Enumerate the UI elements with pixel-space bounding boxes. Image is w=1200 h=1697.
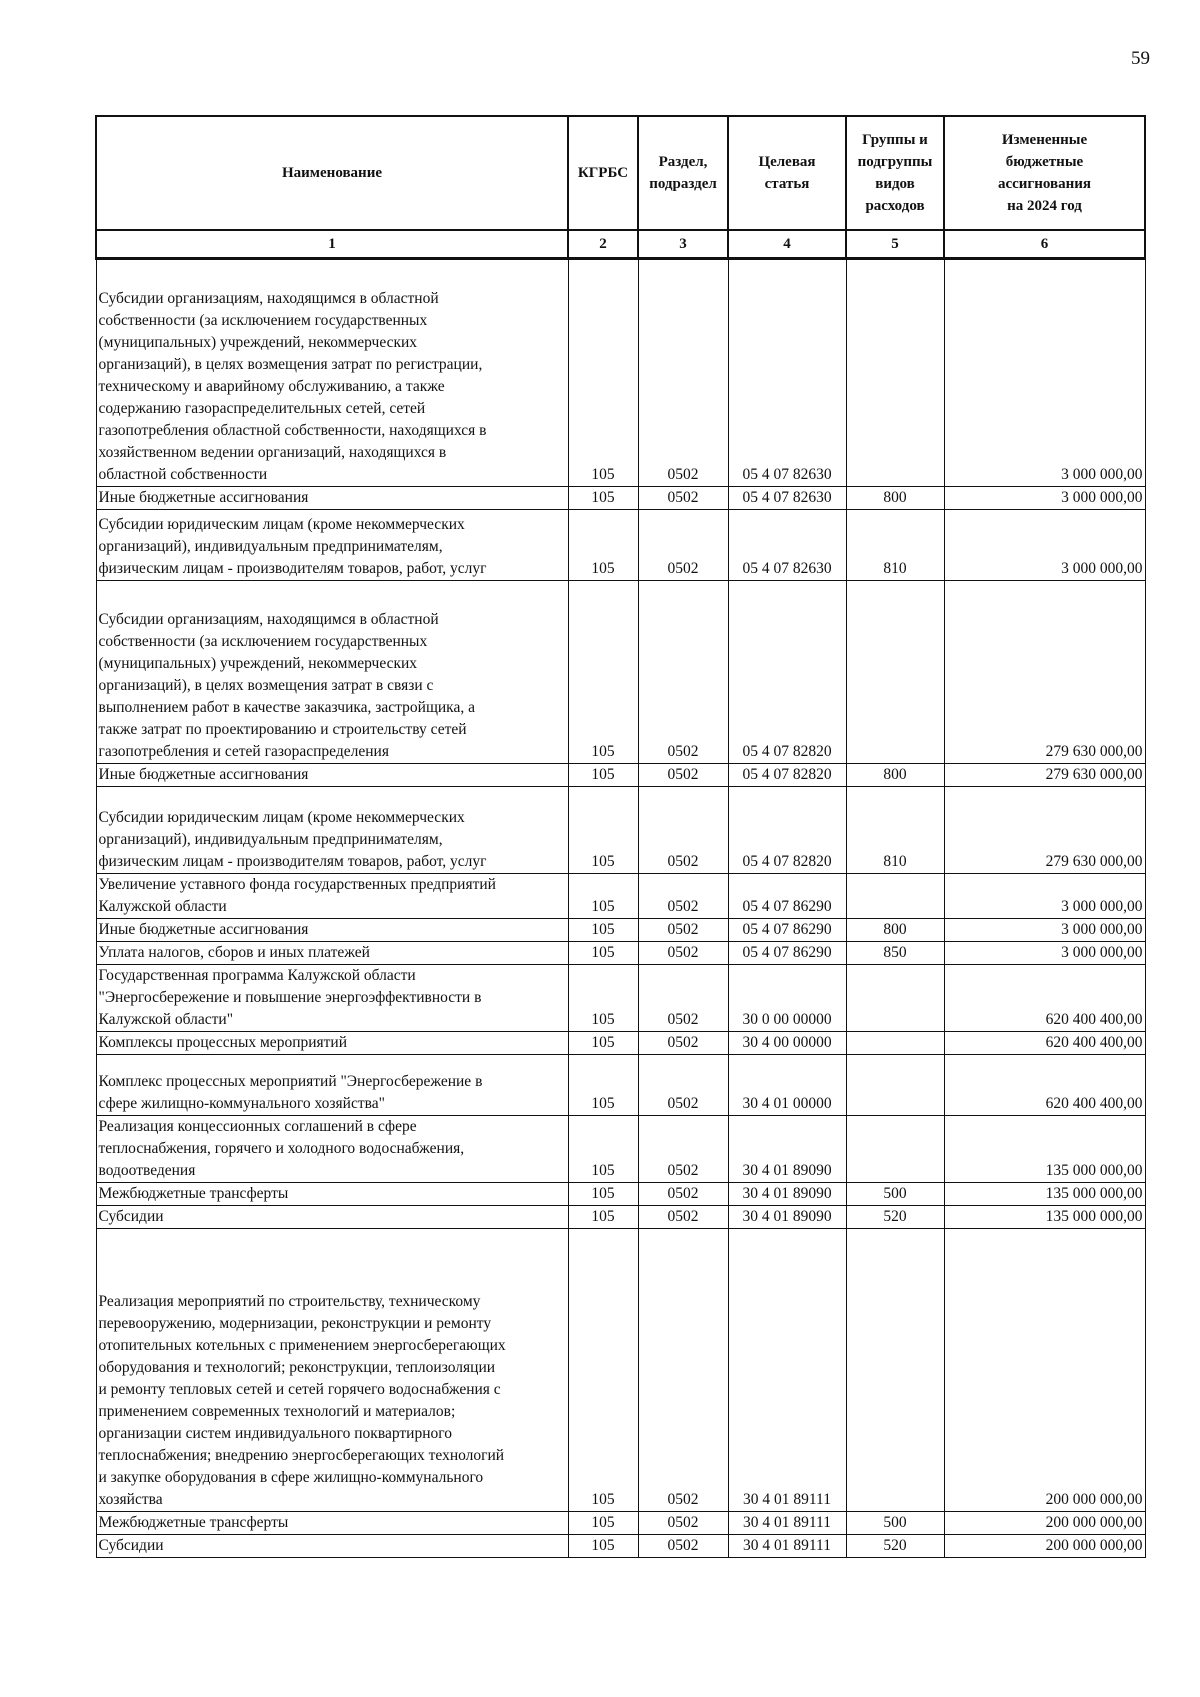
cell-sum: 200 000 000,00 — [944, 1535, 1145, 1558]
table-row — [96, 1055, 1145, 1116]
cell-sum: 279 630 000,00 — [944, 787, 1145, 874]
cell-name: Уплата налогов, сборов и иных платежей — [96, 942, 568, 965]
table-row — [96, 1535, 1145, 1558]
cell-vid-rashodov: 800 — [846, 919, 944, 942]
cell-sum: 279 630 000,00 — [944, 581, 1145, 764]
table-row — [96, 1032, 1145, 1055]
page-number: 59 — [1131, 48, 1150, 69]
cell-name: Субсидии — [96, 1535, 568, 1558]
cell-sum: 135 000 000,00 — [944, 1183, 1145, 1206]
cell-kgrbs: 105 — [568, 1116, 638, 1183]
cell-razdel: 0502 — [638, 1032, 728, 1055]
cell-celevaya-statya: 30 4 00 00000 — [728, 1032, 846, 1055]
cell-vid-rashodov — [846, 874, 944, 919]
cell-sum: 620 400 400,00 — [944, 965, 1145, 1032]
cell-name: Иные бюджетные ассигнования — [96, 487, 568, 510]
cell-celevaya-statya: 05 4 07 82630 — [728, 259, 846, 487]
cell-vid-rashodov — [846, 581, 944, 764]
cell-vid-rashodov — [846, 259, 944, 487]
cell-razdel: 0502 — [638, 1055, 728, 1116]
cell-sum: 3 000 000,00 — [944, 942, 1145, 965]
cell-kgrbs: 105 — [568, 1183, 638, 1206]
table-row — [96, 787, 1145, 874]
cell-celevaya-statya: 30 0 00 00000 — [728, 965, 846, 1032]
cell-celevaya-statya: 30 4 01 89090 — [728, 1183, 846, 1206]
table-row — [96, 1512, 1145, 1535]
cell-kgrbs: 105 — [568, 942, 638, 965]
cell-sum: 3 000 000,00 — [944, 919, 1145, 942]
cell-razdel: 0502 — [638, 919, 728, 942]
cell-razdel: 0502 — [638, 1535, 728, 1558]
cell-kgrbs: 105 — [568, 787, 638, 874]
table-row — [96, 764, 1145, 787]
cell-celevaya-statya: 30 4 01 89111 — [728, 1512, 846, 1535]
cell-razdel: 0502 — [638, 1183, 728, 1206]
cell-razdel: 0502 — [638, 510, 728, 581]
cell-celevaya-statya: 30 4 01 89111 — [728, 1535, 846, 1558]
cell-razdel: 0502 — [638, 787, 728, 874]
cell-sum: 200 000 000,00 — [944, 1229, 1145, 1512]
cell-celevaya-statya: 30 4 01 00000 — [728, 1055, 846, 1116]
cell-celevaya-statya: 30 4 01 89090 — [728, 1206, 846, 1229]
table-row — [96, 581, 1145, 764]
table-row — [96, 965, 1145, 1032]
cell-kgrbs: 105 — [568, 259, 638, 487]
cell-vid-rashodov: 800 — [846, 487, 944, 510]
cell-kgrbs: 105 — [568, 1512, 638, 1535]
table-body — [96, 259, 1145, 1558]
table-row — [96, 510, 1145, 581]
cell-name: Межбюджетные трансферты — [96, 1512, 568, 1535]
cell-razdel: 0502 — [638, 259, 728, 487]
column-number: 5 — [846, 230, 944, 259]
cell-vid-rashodov: 520 — [846, 1535, 944, 1558]
cell-vid-rashodov — [846, 1229, 944, 1512]
cell-vid-rashodov — [846, 1032, 944, 1055]
cell-razdel: 0502 — [638, 764, 728, 787]
budget-table — [95, 115, 1146, 1558]
cell-razdel: 0502 — [638, 487, 728, 510]
cell-razdel: 0502 — [638, 965, 728, 1032]
cell-razdel: 0502 — [638, 581, 728, 764]
cell-name: Иные бюджетные ассигнования — [96, 764, 568, 787]
cell-name: Реализация концессионных соглашений в сфере теплоснабжения, горячего и холодного водоснабжения, водоотведения — [96, 1116, 568, 1183]
cell-celevaya-statya: 30 4 01 89111 — [728, 1229, 846, 1512]
cell-celevaya-statya: 05 4 07 82820 — [728, 581, 846, 764]
cell-name: Комплекс процессных мероприятий "Энергосбережение в сфере жилищно-коммунального хозяйства" — [96, 1055, 568, 1116]
cell-vid-rashodov: 810 — [846, 787, 944, 874]
table-row — [96, 919, 1145, 942]
cell-razdel: 0502 — [638, 1116, 728, 1183]
cell-name: Субсидии юридическим лицам (кроме некоммерческих организаций), индивидуальным предпринимателям, физическим лицам - производителям товаров, работ, услуг — [96, 787, 568, 874]
cell-sum: 620 400 400,00 — [944, 1032, 1145, 1055]
table-row — [96, 487, 1145, 510]
cell-sum: 3 000 000,00 — [944, 259, 1145, 487]
table-row — [96, 874, 1145, 919]
cell-celevaya-statya: 05 4 07 86290 — [728, 919, 846, 942]
cell-kgrbs: 105 — [568, 1535, 638, 1558]
header-name: Наименование — [96, 116, 568, 230]
cell-name: Иные бюджетные ассигнования — [96, 919, 568, 942]
cell-sum: 3 000 000,00 — [944, 874, 1145, 919]
header-kgrbs: КГРБС — [568, 116, 638, 230]
cell-celevaya-statya: 05 4 07 82630 — [728, 487, 846, 510]
cell-kgrbs: 105 — [568, 510, 638, 581]
cell-vid-rashodov — [846, 1055, 944, 1116]
cell-kgrbs: 105 — [568, 1206, 638, 1229]
cell-kgrbs: 105 — [568, 874, 638, 919]
column-number: 1 — [96, 230, 568, 259]
cell-vid-rashodov — [846, 1116, 944, 1183]
cell-vid-rashodov: 500 — [846, 1512, 944, 1535]
cell-celevaya-statya: 05 4 07 82630 — [728, 510, 846, 581]
cell-sum: 3 000 000,00 — [944, 510, 1145, 581]
cell-name: Государственная программа Калужской области "Энергосбережение и повышение энергоэффективности в Калужской области" — [96, 965, 568, 1032]
cell-sum: 200 000 000,00 — [944, 1512, 1145, 1535]
cell-razdel: 0502 — [638, 1229, 728, 1512]
cell-razdel: 0502 — [638, 1512, 728, 1535]
cell-razdel: 0502 — [638, 874, 728, 919]
column-number: 6 — [944, 230, 1145, 259]
cell-celevaya-statya: 05 4 07 86290 — [728, 942, 846, 965]
table-row — [96, 942, 1145, 965]
cell-celevaya-statya: 30 4 01 89090 — [728, 1116, 846, 1183]
cell-kgrbs: 105 — [568, 919, 638, 942]
cell-vid-rashodov: 800 — [846, 764, 944, 787]
cell-name: Увеличение уставного фонда государственных предприятий Калужской области — [96, 874, 568, 919]
cell-sum: 620 400 400,00 — [944, 1055, 1145, 1116]
table-row — [96, 1229, 1145, 1512]
cell-vid-rashodov: 810 — [846, 510, 944, 581]
cell-kgrbs: 105 — [568, 1229, 638, 1512]
table-header — [96, 116, 1145, 259]
cell-name: Субсидии — [96, 1206, 568, 1229]
table-row — [96, 1206, 1145, 1229]
column-number: 3 — [638, 230, 728, 259]
cell-celevaya-statya: 05 4 07 86290 — [728, 874, 846, 919]
cell-sum: 3 000 000,00 — [944, 487, 1145, 510]
cell-vid-rashodov: 520 — [846, 1206, 944, 1229]
column-number: 4 — [728, 230, 846, 259]
cell-kgrbs: 105 — [568, 487, 638, 510]
cell-vid-rashodov: 850 — [846, 942, 944, 965]
cell-name: Комплексы процессных мероприятий — [96, 1032, 568, 1055]
cell-sum: 135 000 000,00 — [944, 1116, 1145, 1183]
table-row — [96, 1116, 1145, 1183]
cell-vid-rashodov — [846, 965, 944, 1032]
cell-razdel: 0502 — [638, 942, 728, 965]
cell-name: Реализация мероприятий по строительству, техническому перевооружению, модернизации, реконструкции и ремонту отопительных котельных с применением энергосберегающих оборудования и технологий; реконструкции, теплоизоляции и ремонту тепловых сетей и сетей горячего водоснабжения с применением современных технологий и материалов; организации систем индивидуального поквартирного теплоснабжения; внедрению энергосберегающих технологий и закупке оборудования в сфере жилищно-коммунального хозяйства — [96, 1229, 568, 1512]
cell-name: Субсидии организациям, находящимся в областной собственности (за исключением государственных (муниципальных) учреждений, некоммерческих организаций), в целях возмещения затрат по регистрации, техническому и аварийному обслуживанию, а также содержанию газораспределительных сетей, сетей газопотребления областной собственности, находящихся в хозяйственном ведении организаций, находящихся в областной собственности — [96, 259, 568, 487]
cell-razdel: 0502 — [638, 1206, 728, 1229]
cell-sum: 135 000 000,00 — [944, 1206, 1145, 1229]
header-sum: Измененные бюджетные ассигнования на 2024 год — [944, 116, 1145, 230]
cell-kgrbs: 105 — [568, 581, 638, 764]
table-row — [96, 1183, 1145, 1206]
cell-name: Субсидии организациям, находящимся в областной собственности (за исключением государственных (муниципальных) учреждений, некоммерческих организаций), в целях возмещения затрат в связи с выполнением работ в качестве заказчика, застройщика, а также затрат по проектированию и строительству сетей газопотребления и сетей газораспределения — [96, 581, 568, 764]
cell-kgrbs: 105 — [568, 764, 638, 787]
header-razdel: Раздел, подраздел — [638, 116, 728, 230]
header-celevaya: Целевая статья — [728, 116, 846, 230]
cell-sum: 279 630 000,00 — [944, 764, 1145, 787]
header-vid-rashodov: Группы и подгруппы видов расходов — [846, 116, 944, 230]
cell-celevaya-statya: 05 4 07 82820 — [728, 787, 846, 874]
cell-name: Межбюджетные трансферты — [96, 1183, 568, 1206]
cell-kgrbs: 105 — [568, 1032, 638, 1055]
cell-celevaya-statya: 05 4 07 82820 — [728, 764, 846, 787]
cell-name: Субсидии юридическим лицам (кроме некоммерческих организаций), индивидуальным предпринимателям, физическим лицам - производителям товаров, работ, услуг — [96, 510, 568, 581]
cell-vid-rashodov: 500 — [846, 1183, 944, 1206]
cell-kgrbs: 105 — [568, 1055, 638, 1116]
table-row — [96, 259, 1145, 487]
column-number: 2 — [568, 230, 638, 259]
cell-kgrbs: 105 — [568, 965, 638, 1032]
